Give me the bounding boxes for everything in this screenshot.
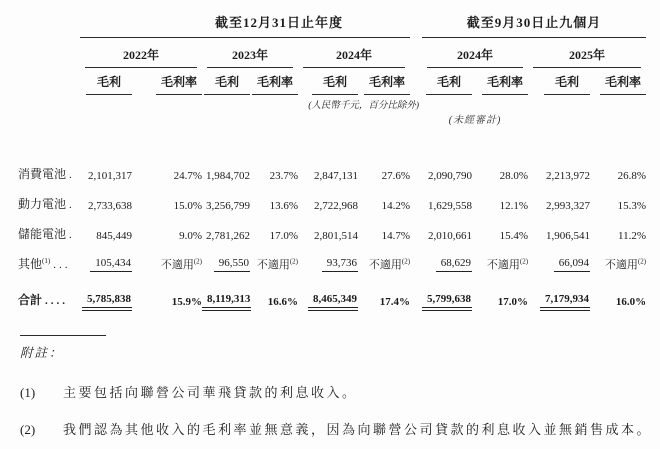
cell-value: 17.0%: [497, 296, 529, 308]
col-header-margin: 毛利率: [358, 68, 410, 95]
year-header-2023: 2023年: [202, 38, 298, 68]
note-text: 我們認為其他收入的毛利率並無意義，因為向聯營公司貸款的利息收入並無銷售成本。: [63, 421, 653, 437]
period-group-nine-months-label: 截至9月30日止九個月: [466, 15, 602, 30]
row-label: 儲能電池 .: [18, 227, 75, 241]
col-header-profit: 毛利: [80, 68, 132, 95]
cell-value: 24.7%: [173, 170, 202, 182]
table-row-total: [18, 272, 646, 308]
year-header-9m-2025: 2025年: [528, 38, 646, 68]
note-number: (2): [20, 421, 36, 437]
currency-unit-note: (人民幣千元，百分比除外): [308, 101, 420, 111]
cell-value: 93,736: [298, 242, 358, 272]
col-header-profit: 毛利: [202, 68, 250, 95]
cell-value: 17.4%: [379, 296, 411, 308]
col-header-margin: 毛利率: [250, 68, 298, 95]
row-label: 合計 ....: [18, 293, 69, 307]
table-row-energy-storage-batteries: [18, 212, 646, 242]
year-header-9m-2024: 2024年: [422, 38, 528, 68]
unaudited-note: (未經審計): [448, 115, 502, 126]
cell-value: 13.6%: [269, 200, 298, 212]
cell-value: 15.3%: [617, 200, 647, 212]
cell-value: 68,629: [422, 242, 472, 272]
corner-cell: [18, 8, 80, 38]
col-header-margin: 毛利率: [472, 68, 528, 95]
cell-value: 26.8%: [617, 170, 647, 182]
cell-value: 16.6%: [267, 296, 298, 308]
cell-value: 2,722,968: [314, 200, 358, 212]
cell-value: 96,550: [202, 242, 250, 272]
cell-value: 2,213,972: [546, 170, 591, 182]
cell-value: 28.0%: [499, 170, 529, 182]
cell-value: 不適用$^{(2)}$: [160, 257, 202, 271]
cell-value: 8,119,313: [202, 272, 250, 308]
note-item-2: [20, 423, 660, 438]
cell-value: 15.9%: [171, 296, 202, 308]
cell-value: 11.2%: [618, 230, 647, 242]
note-item-1: [20, 386, 660, 401]
cell-value: 2,733,638: [88, 200, 132, 212]
col-header-profit: 毛利: [422, 68, 472, 95]
note-text: 主要包括向聯營公司華飛貸款的利息收入。: [63, 385, 358, 400]
cell-value: 16.0%: [615, 296, 647, 308]
cell-value: 15.0%: [173, 200, 202, 212]
cell-value: 2,781,262: [206, 230, 250, 242]
empty-cell: [18, 38, 80, 68]
table-row-others: [18, 242, 646, 272]
cell-value: 不適用$^{(2)}$: [486, 257, 529, 271]
cell-value: 17.0%: [269, 230, 298, 242]
col-header-margin: 毛利率: [132, 68, 202, 95]
row-label: 其他$^{(1)}$ ...: [18, 257, 71, 271]
empty-cell: [528, 111, 646, 126]
cell-value: 23.7%: [269, 170, 298, 182]
group-gap: [410, 38, 422, 68]
cell-value: 27.6%: [381, 170, 411, 182]
cell-value: 2,993,327: [546, 200, 591, 212]
cell-value: 5,785,838: [80, 272, 132, 308]
cell-value: 3,256,799: [206, 200, 250, 212]
year-header-2022: 2022年: [80, 38, 202, 68]
row-label: 消費電池 .: [18, 167, 75, 181]
cell-value: 7,179,934: [528, 272, 590, 308]
group-gap: [410, 212, 422, 242]
cell-value: 15.4%: [499, 230, 529, 242]
cell-value: 2,847,131: [314, 170, 358, 182]
cell-value: 2,010,661: [428, 230, 473, 242]
cell-value: 不適用$^{(2)}$: [604, 257, 647, 271]
empty-cell: [18, 68, 80, 95]
group-gap: [410, 8, 422, 38]
year-header-2024: 2024年: [298, 38, 410, 68]
col-header-profit: 毛利: [298, 68, 358, 95]
col-header-profit: 毛利: [528, 68, 590, 95]
gross-profit-table: [18, 8, 646, 308]
group-gap: [410, 152, 422, 182]
period-group-annual: [80, 8, 410, 38]
table-row-consumer-batteries: [18, 152, 646, 182]
period-group-annual-label: 截至12月31日止年度: [215, 15, 344, 30]
cell-value: 845,449: [96, 230, 132, 242]
group-gap: [410, 68, 422, 95]
group-gap: [410, 242, 422, 272]
table-row-power-batteries: [18, 182, 646, 212]
cell-value: 2,101,317: [88, 170, 132, 182]
cell-value: 1,629,558: [428, 200, 473, 212]
row-label: 動力電池 .: [18, 197, 75, 211]
cell-value: 不適用$^{(2)}$: [368, 257, 411, 271]
group-gap: [410, 272, 422, 308]
spacer: [18, 126, 646, 152]
cell-value: 66,094: [528, 242, 590, 272]
cell-value: 14.7%: [381, 230, 411, 242]
cell-value: 2,090,790: [428, 170, 473, 182]
cell-value: 9.0%: [179, 230, 202, 242]
cell-value: 2,801,514: [314, 230, 358, 242]
cell-value: 8,465,349: [298, 272, 358, 308]
cell-value: 14.2%: [381, 200, 411, 212]
notes-heading: 附註：: [20, 346, 64, 360]
empty-cell: [422, 95, 646, 111]
cell-value: 105,434: [80, 242, 132, 272]
group-gap: [410, 111, 422, 126]
col-header-margin: 毛利率: [590, 68, 646, 95]
period-group-nine-months: [422, 8, 646, 38]
notes-divider: [20, 335, 106, 336]
empty-cell: [18, 111, 410, 126]
cell-value: 5,799,638: [422, 272, 472, 308]
cell-value: 1,984,702: [206, 170, 250, 182]
group-gap: [410, 182, 422, 212]
cell-value: 1,906,541: [546, 230, 591, 242]
cell-value: 不適用$^{(2)}$: [256, 257, 298, 271]
cell-value: 12.1%: [499, 200, 529, 212]
note-number: (1): [20, 385, 36, 400]
